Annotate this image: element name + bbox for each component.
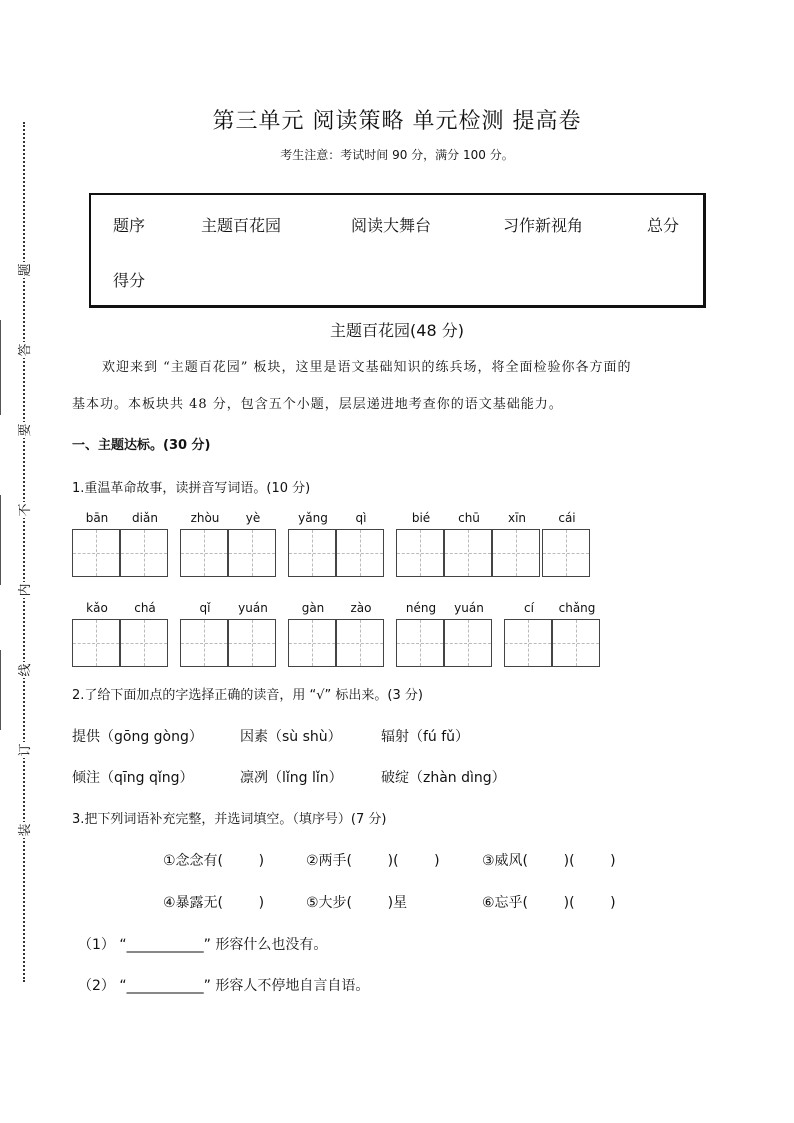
- pinyin: yuán: [238, 601, 268, 615]
- score-table-header: 总分: [647, 216, 680, 235]
- score-table-header: 题序: [113, 216, 146, 235]
- writing-box[interactable]: [120, 529, 168, 577]
- writing-box[interactable]: [180, 619, 228, 667]
- pinyin: kǎo: [86, 601, 108, 615]
- pinyin: yǎng: [298, 511, 328, 525]
- idiom-option[interactable]: ③威风( )( ): [482, 853, 616, 869]
- pinyin: zào: [350, 601, 372, 615]
- writing-box[interactable]: [504, 619, 552, 667]
- margin-char: 订: [18, 743, 33, 757]
- writing-box[interactable]: [228, 619, 276, 667]
- writing-box[interactable]: [444, 529, 492, 577]
- writing-box[interactable]: [120, 619, 168, 667]
- idiom-option[interactable]: ①念念有( ): [163, 853, 265, 869]
- score-table-header: 阅读大舞台: [351, 216, 432, 235]
- writing-box[interactable]: [552, 619, 600, 667]
- pinyin: chá: [134, 601, 156, 615]
- score-table-header: 主题百花园: [201, 216, 282, 235]
- score-table: [89, 193, 706, 308]
- score-row-label: 得分: [113, 271, 146, 290]
- part-heading: 一、主题达标。(30 分): [72, 438, 211, 453]
- binding-margin-line: [0, 650, 1, 730]
- margin-char: 答: [18, 343, 33, 357]
- reading-choice[interactable]: 凛冽（lǐng lǐn）: [240, 770, 343, 786]
- reading-choice[interactable]: 破绽（zhàn dìng）: [381, 770, 506, 786]
- writing-box[interactable]: [336, 619, 384, 667]
- pinyin: yuán: [454, 601, 484, 615]
- fill-blank[interactable]: （2） “___________” 形容人不停地自言自语。: [78, 978, 370, 994]
- pinyin: néng: [405, 601, 437, 615]
- pinyin: zhòu: [190, 511, 220, 525]
- section-intro-line: 欢迎来到 “主题百花园” 板块，这里是语文基础知识的练兵场，将全面检验你各方面的: [102, 360, 632, 375]
- pinyin: chǎng: [558, 601, 596, 615]
- pinyin: gàn: [301, 601, 325, 615]
- pinyin: yè: [245, 511, 261, 525]
- pinyin: cí: [524, 601, 534, 615]
- fill-blank[interactable]: （1） “___________” 形容什么也没有。: [78, 937, 328, 953]
- writing-box[interactable]: [72, 529, 120, 577]
- writing-box[interactable]: [228, 529, 276, 577]
- pinyin: chū: [458, 511, 480, 525]
- reading-choice[interactable]: 辐射（fú fǔ）: [381, 729, 470, 745]
- writing-box[interactable]: [396, 529, 444, 577]
- reading-choice[interactable]: 因素（sù shù）: [240, 729, 342, 745]
- binding-margin-line: [0, 495, 1, 585]
- idiom-option[interactable]: ④暴露无( ): [163, 895, 265, 911]
- pinyin: bié: [411, 511, 431, 525]
- section-title: 主题百花园(48 分): [330, 321, 464, 340]
- margin-char: 线: [18, 663, 33, 677]
- score-table-header: 习作新视角: [503, 216, 584, 235]
- writing-box[interactable]: [396, 619, 444, 667]
- reading-choice[interactable]: 提供（gōng gòng）: [72, 729, 203, 745]
- margin-char: 要: [18, 423, 33, 437]
- writing-box[interactable]: [444, 619, 492, 667]
- pinyin: qì: [355, 511, 367, 525]
- margin-char: 题: [18, 263, 33, 277]
- pinyin: xīn: [507, 511, 527, 525]
- idiom-option[interactable]: ⑥忘乎( )( ): [482, 895, 616, 911]
- section-intro-line: 基本功。本板块共 48 分，包含五个小题，层层递进地考查你的语文基础能力。: [72, 397, 563, 412]
- exam-title: 第三单元 阅读策略 单元检测 提高卷: [212, 109, 582, 134]
- pinyin: qǐ: [199, 601, 211, 615]
- writing-box[interactable]: [492, 529, 540, 577]
- idiom-option[interactable]: ⑤大步( )星: [306, 895, 408, 911]
- margin-char: 不: [18, 503, 33, 517]
- margin-char: 装: [18, 823, 33, 837]
- writing-box[interactable]: [288, 619, 336, 667]
- writing-box[interactable]: [288, 529, 336, 577]
- exam-notice: 考生注意：考试时间 90 分，满分 100 分。: [280, 148, 514, 162]
- writing-box[interactable]: [542, 529, 590, 577]
- idiom-option[interactable]: ②两手( )( ): [306, 853, 440, 869]
- question-2: 2.了给下面加点的字选择正确的读音，用 “√” 标出来。(3 分): [72, 688, 423, 703]
- question-1: 1.重温革命故事，读拼音写词语。(10 分): [72, 481, 311, 496]
- writing-box[interactable]: [72, 619, 120, 667]
- question-3: 3.把下列词语补充完整，并选词填空。（填序号）(7 分): [72, 812, 387, 827]
- pinyin: bān: [85, 511, 109, 525]
- writing-box[interactable]: [180, 529, 228, 577]
- pinyin: cái: [558, 511, 576, 525]
- reading-choice[interactable]: 倾注（qīng qǐng）: [72, 770, 194, 786]
- margin-char: 内: [18, 583, 33, 597]
- writing-box[interactable]: [336, 529, 384, 577]
- pinyin: diǎn: [132, 511, 158, 525]
- binding-dotted-line: [23, 122, 25, 982]
